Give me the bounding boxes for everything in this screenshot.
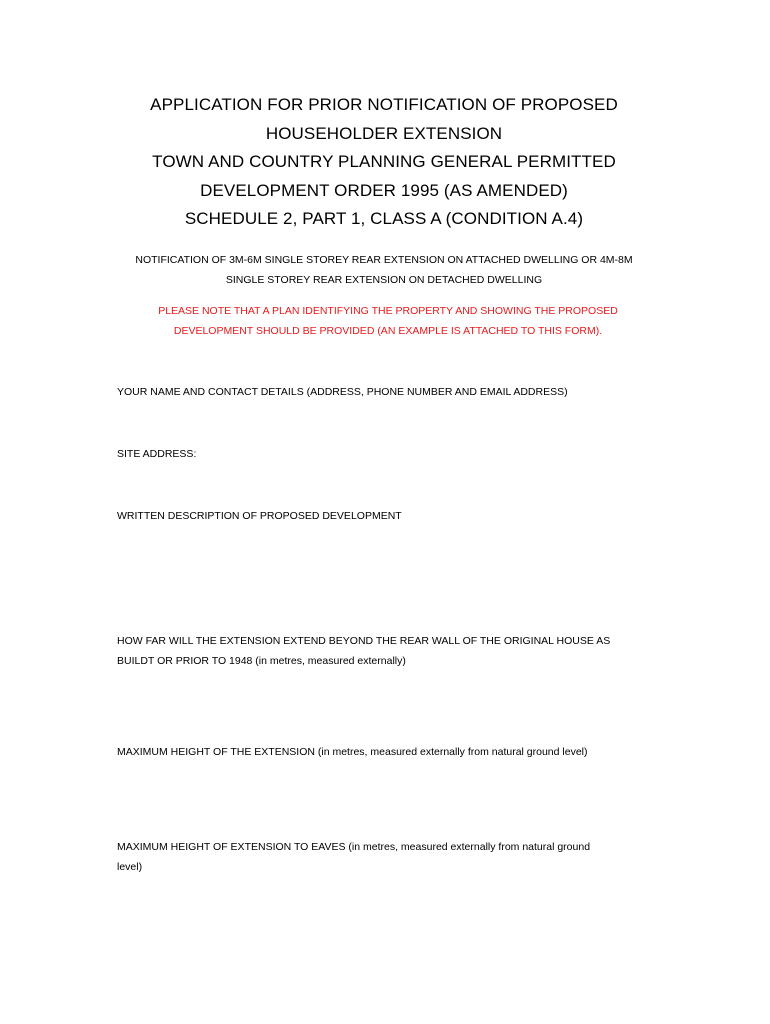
plan-note-line-1: PLEASE NOTE THAT A PLAN IDENTIFYING THE PROPERTY AND SHOWING THE PROPOSED <box>158 305 618 317</box>
eaves-height-label <box>117 838 662 877</box>
title-line-5: SCHEDULE 2, PART 1, CLASS A (CONDITION A.4) <box>184 209 584 228</box>
plan-note-line-2: DEVELOPMENT SHOULD BE PROVIDED (AN EXAMPLE IS ATTACHED TO THIS FORM). <box>173 324 603 337</box>
contact-details-label: YOUR NAME AND CONTACT DETAILS (ADDRESS, PHONE NUMBER AND EMAIL ADDRESS) <box>117 386 568 398</box>
title-line-1: APPLICATION FOR PRIOR NOTIFICATION OF PROPOSED <box>150 95 618 114</box>
title-line-3: TOWN AND COUNTRY PLANNING GENERAL PERMITTED <box>152 152 616 171</box>
notice-line-1: NOTIFICATION OF 3M-6M SINGLE STOREY REAR EXTENSION ON ATTACHED DWELLING OR 4M-8M <box>135 254 633 266</box>
eaves-height-line-2: level) <box>117 860 143 873</box>
notice-line-2: SINGLE STOREY REAR EXTENSION ON DETACHED DWELLING <box>225 273 543 286</box>
eaves-height-line-1: MAXIMUM HEIGHT OF EXTENSION TO EAVES (in metres, measured externally from natural ground <box>117 841 591 853</box>
title-line-4: DEVELOPMENT ORDER 1995 (AS AMENDED) <box>200 180 568 200</box>
extension-depth-line-2: BUILDT OR PRIOR TO 1948 (in metres, measured externally) <box>117 654 406 667</box>
max-height-label: MAXIMUM HEIGHT OF THE EXTENSION (in metres, measured externally from natural ground level) <box>117 746 588 758</box>
notification-scope-text <box>100 251 668 290</box>
form-title <box>100 91 668 234</box>
plan-requirement-note <box>100 302 676 341</box>
extension-depth-line-1: HOW FAR WILL THE EXTENSION EXTEND BEYOND THE REAR WALL OF THE ORIGINAL HOUSE AS <box>117 635 611 647</box>
title-line-2: HOUSEHOLDER EXTENSION <box>265 123 503 143</box>
extension-depth-label <box>117 632 662 671</box>
site-address-label: SITE ADDRESS: <box>117 448 197 460</box>
development-description-label: WRITTEN DESCRIPTION OF PROPOSED DEVELOPMENT <box>117 510 402 522</box>
